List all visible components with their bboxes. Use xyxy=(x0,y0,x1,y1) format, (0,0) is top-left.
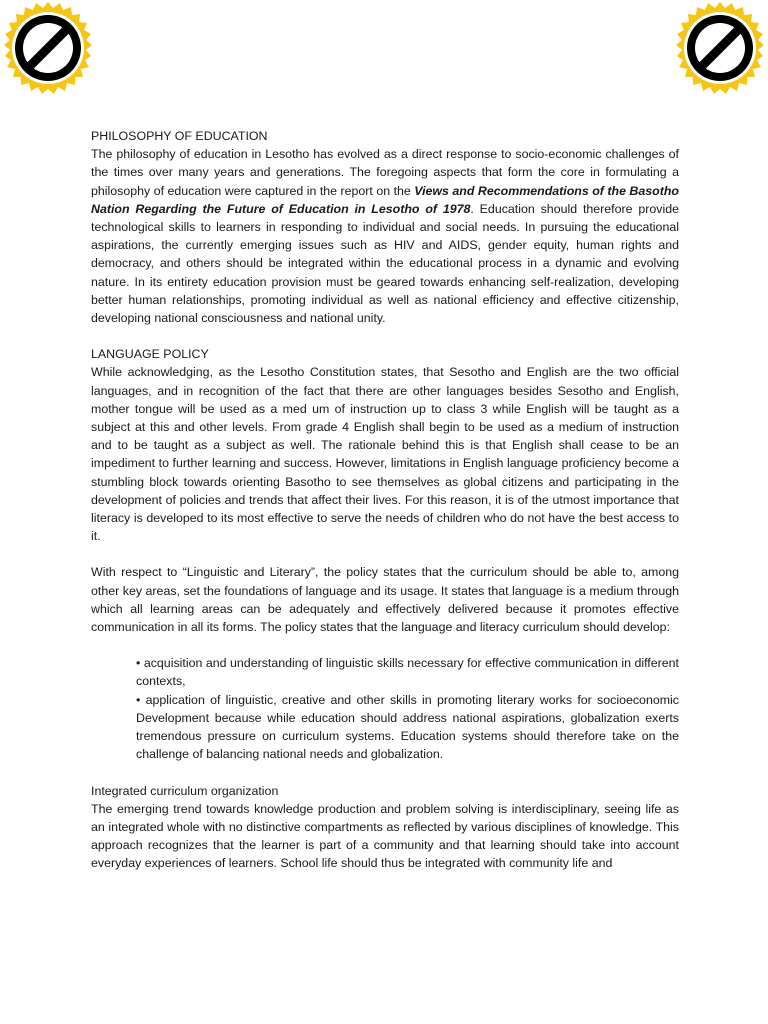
document-body xyxy=(91,127,679,873)
integrated-curriculum-paragraph: The emerging trend towards knowledge production and problem solving is interdisciplinary, seeing life as an integrated whole with no distinctive compartments as reflected by various disciplines of knowledge. This approach recognizes that the learner is part of a community and that learning should take into account everyday experiences of learners. School life should thus be integrated with community life and xyxy=(91,801,679,871)
bullet-text: application of linguistic, creative and other skills in promoting literary works for socioeconomic xyxy=(145,692,679,707)
bullet-continuation: Development because while education should address national aspirations, globalization exerts tremendous pressure on curriculum systems. Education systems should therefore take on the challenge of balancing national needs and globalization. xyxy=(136,710,679,762)
language-bullet-list xyxy=(91,654,679,763)
philosophy-heading: PHILOSOPHY OF EDUCATION xyxy=(91,129,268,143)
bullet-text: acquisition and understanding of linguistic skills necessary for effective communication in different contexts, xyxy=(136,656,679,689)
list-item xyxy=(136,654,679,690)
philosophy-text-before: The philosophy of education in Lesotho has evolved as a direct response to socio-economic challenges of the times over many years and generations. The foregoing aspects that form the core in formulating a philosophy of education were captured in the report on the xyxy=(91,147,679,198)
bullet-icon xyxy=(136,693,146,707)
no-symbol-icon xyxy=(0,0,96,96)
list-item xyxy=(136,691,679,764)
philosophy-paragraph xyxy=(91,145,679,327)
report-title-emphasis: Views and Recommendations of the Basotho Nation Regarding the Future of Education in Lesotho of 1978 xyxy=(91,183,679,216)
language-policy-heading: LANGUAGE POLICY xyxy=(91,347,209,362)
philosophy-text-after: . Education should therefore provide technological skills to learners in responding to individual and social needs. In pursuing the educational aspirations, the currently emerging issues such as HIV and AIDS, gender equity, human rights and democracy, and others should be integrated within the educational process in a dynamic and evolving nature. In its entirety education provision must be geared towards enhancing self-realization, developing better human relationships, promoting individual as well as national efficiency and effective citizenship, developing national consciousness and national unity. xyxy=(91,201,679,326)
language-policy-paragraph-1: While acknowledging, as the Lesotho Constitution states, that Sesotho and English are the two official languages, and in recognition of the fact that there are other languages besides Sesotho and English, mother tongue will be used as a med um of instruction up to class 3 while English will be taught as a subject at this and other levels. From grade 4 English shall begin to be used as a medium of instruction and to be taught as a subject as well. The rationale behind this is that English shall cease to be an impediment to further learning and success. However, limitations in English language proficiency become a stumbling block towards orienting Basotho to see themselves as global citizens and participating in the development of policies and trends that affect their lives. For this reason, it is of the utmost importance that literacy is developed to its most effective to serve the needs of children who do not have the best access to it. xyxy=(91,365,679,544)
language-policy-paragraph-2: With respect to “Linguistic and Literary”, the policy states that the curriculum should be able to, among other key areas, set the foundations of language and its usage. It states that language is a medium through which all learning areas can be adequately and effectively delivered because it promotes effective communication in all its forms. The policy states that the language and literacy curriculum should develop: xyxy=(91,565,679,635)
bullet-icon xyxy=(136,656,144,670)
integrated-curriculum-heading: Integrated curriculum organization xyxy=(91,783,279,798)
no-symbol-icon xyxy=(672,0,768,96)
